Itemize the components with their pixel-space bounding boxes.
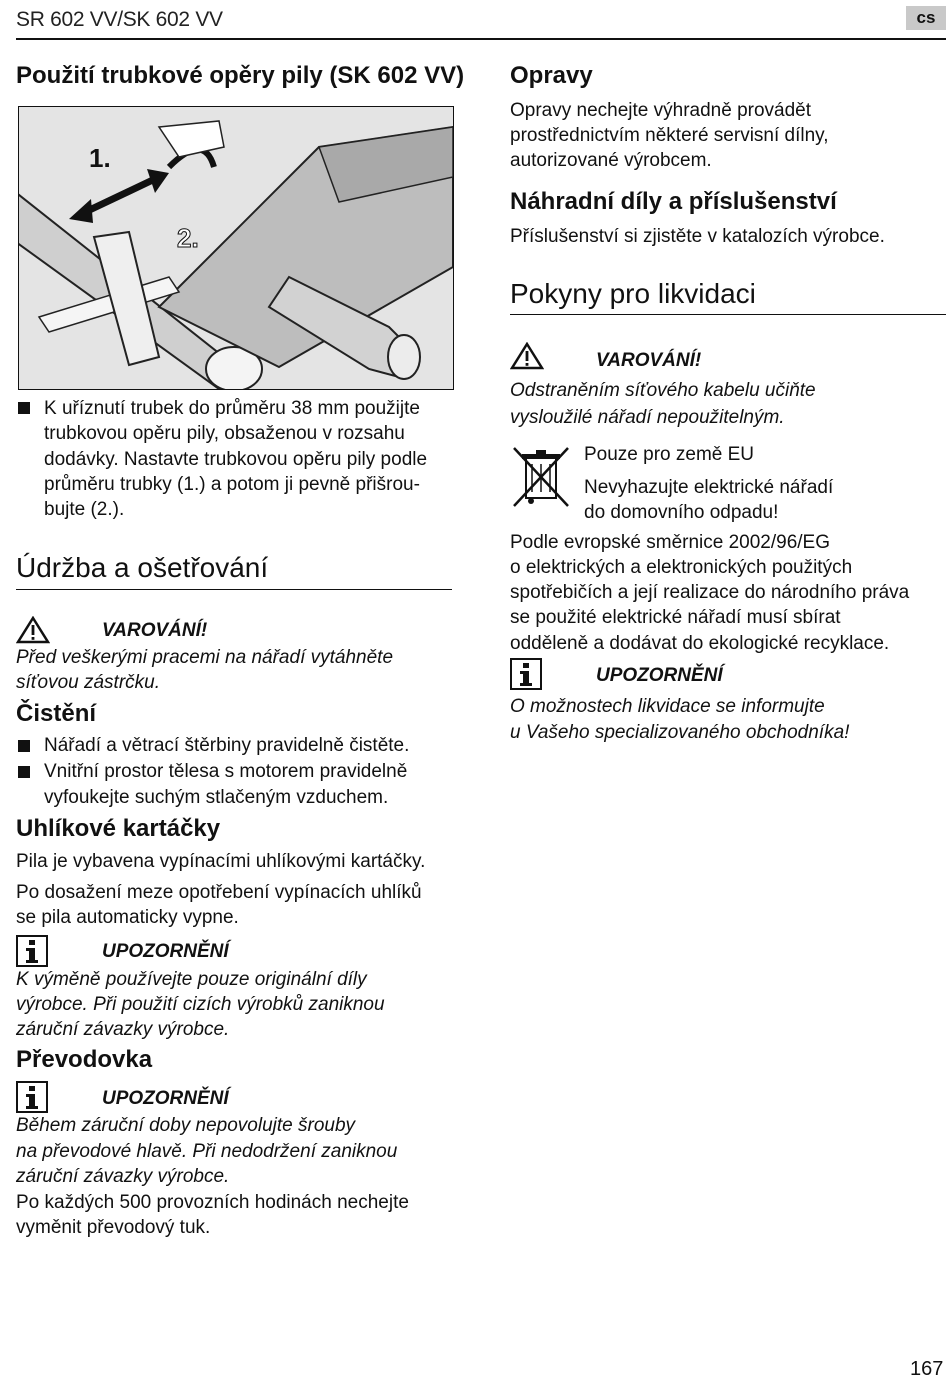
figure-label-step-2: 2. [177, 223, 199, 253]
bullet-marker [18, 402, 30, 414]
brushes-paragraph-1: Pila je vybavena vypínacími uhlíkovými kartáčky. [16, 851, 426, 872]
gearbox-paragraph-line-1: Po každých 500 provozních hodinách nechejte [16, 1192, 409, 1213]
weee-text-line-1: Nevyhazujte elektrické nářadí [584, 477, 834, 498]
note-text-line-1: K výměně používejte pouze originální díly [16, 969, 367, 990]
repairs-text-line-1: Opravy nechejte výhradně provádět [510, 100, 812, 121]
note-text-line-1: O možnostech likvidace se informujte [510, 696, 825, 717]
gearbox-paragraph-line-2: vyměnit převodový tuk. [16, 1217, 211, 1238]
brushes-paragraph-2-line-2: se pila automaticky vypne. [16, 907, 239, 928]
cleaning-bullet-1: Nářadí a větrací štěrbiny pravidelně čistěte. [44, 735, 410, 756]
language-badge: cs [906, 6, 946, 30]
warning-text-line-2: síťovou zástrčku. [16, 672, 161, 693]
bullet-marker [18, 766, 30, 778]
note-text-line-1: Během záruční doby nepovolujte šrouby [16, 1115, 356, 1136]
warning-text-line-1: Před veškerými pracemi na nářadí vytáhněte [16, 647, 394, 668]
note-text-line-2: u Vašeho specializovaného obchodníka! [510, 722, 850, 743]
section-heading-repairs: Opravy [510, 62, 593, 89]
section-heading-carbon-brushes: Uhlíkové kartáčky [16, 815, 221, 842]
pipe-support-illustration [18, 106, 454, 390]
section-heading-gearbox: Převodovka [16, 1046, 153, 1073]
section-heading-maintenance: Údržba a ošetřování [16, 552, 269, 583]
warning-label: VAROVÁNÍ! [596, 350, 702, 371]
warning-label: VAROVÁNÍ! [102, 620, 208, 641]
directive-text-line-4: se použité elektrické nářadí musí sbírat [510, 607, 841, 628]
section-heading-pipe-support: Použití trubkové opěry pily (SK 602 VV) [16, 62, 465, 89]
pipe-bullet-line-2: trubkovou opěru pily, obsaženou v rozsahu [44, 423, 405, 444]
cleaning-bullet-2-line-2: vyfoukejte suchým stlačeným vzduchem. [44, 787, 389, 808]
section-rule [510, 314, 946, 315]
repairs-text-line-3: autorizované výrobcem. [510, 150, 712, 171]
weee-text-line-2: do domovního odpadu! [584, 502, 779, 523]
warning-text-line-1: Odstraněním síťového kabelu učiňte [510, 380, 816, 401]
warning-triangle-icon [510, 342, 544, 370]
pipe-bullet-line-4: průměru trubky (1.) a potom ji pevně přišrou- [44, 474, 420, 495]
note-text-line-3: záruční závazky výrobce. [16, 1166, 230, 1187]
spare-parts-text: Příslušenství si zjistěte v katalozích výrobce. [510, 226, 885, 247]
info-icon [510, 658, 542, 690]
cleaning-bullet-2-line-1: Vnitřní prostor tělesa s motorem pravidelně [44, 761, 408, 782]
directive-text-line-5: odděleně a dodávat do ekologické recyklace. [510, 633, 890, 654]
pipe-bullet-line-1: K uříznutí trubek do průměru 38 mm použijte [44, 398, 420, 419]
info-icon [16, 1081, 48, 1113]
note-text-line-3: záruční závazky výrobce. [16, 1019, 230, 1040]
repairs-text-line-2: prostřednictvím některé servisní dílny, [510, 125, 829, 146]
section-heading-disposal: Pokyny pro likvidaci [510, 278, 756, 309]
note-text-line-2: výrobce. Při použití cizích výrobků zaniknou [16, 994, 385, 1015]
warning-triangle-icon [16, 616, 50, 644]
note-label: UPOZORNĚNÍ [102, 1088, 229, 1109]
bullet-marker [18, 740, 30, 752]
directive-text-line-2: o elektrických a elektronických použitých [510, 557, 853, 578]
warning-text-line-2: vysloužilé nářadí nepoužitelným. [510, 407, 785, 428]
page-number: 167 [910, 1358, 944, 1380]
note-label: UPOZORNĚNÍ [596, 665, 723, 686]
figure-label-step-1: 1. [89, 143, 111, 173]
section-rule [16, 589, 452, 590]
directive-text-line-1: Podle evropské směrnice 2002/96/EG [510, 532, 831, 553]
saw-pipe-illustration-svg [19, 107, 453, 389]
note-text-line-2: na převodové hlavě. Při nedodržení zaniknou [16, 1141, 398, 1162]
section-heading-spare-parts: Náhradní díly a příslušenství [510, 188, 837, 215]
running-header-title: SR 602 VV/SK 602 VV [16, 8, 223, 31]
section-heading-cleaning: Čistění [16, 700, 97, 727]
pipe-bullet-line-5: bujte (2.). [44, 499, 125, 520]
header-rule [16, 38, 946, 40]
pipe-bullet-line-3: dodávky. Nastavte trubkovou opěru pily podle [44, 449, 428, 470]
note-label: UPOZORNĚNÍ [102, 941, 229, 962]
brushes-paragraph-2-line-1: Po dosažení meze opotřebení vypínacích uhlíků [16, 882, 422, 903]
info-icon [16, 935, 48, 967]
directive-text-line-3: spotřebičích a její realizace do národního práva [510, 582, 910, 603]
crossed-out-bin-icon [510, 444, 572, 510]
eu-only-label: Pouze pro země EU [584, 444, 755, 465]
